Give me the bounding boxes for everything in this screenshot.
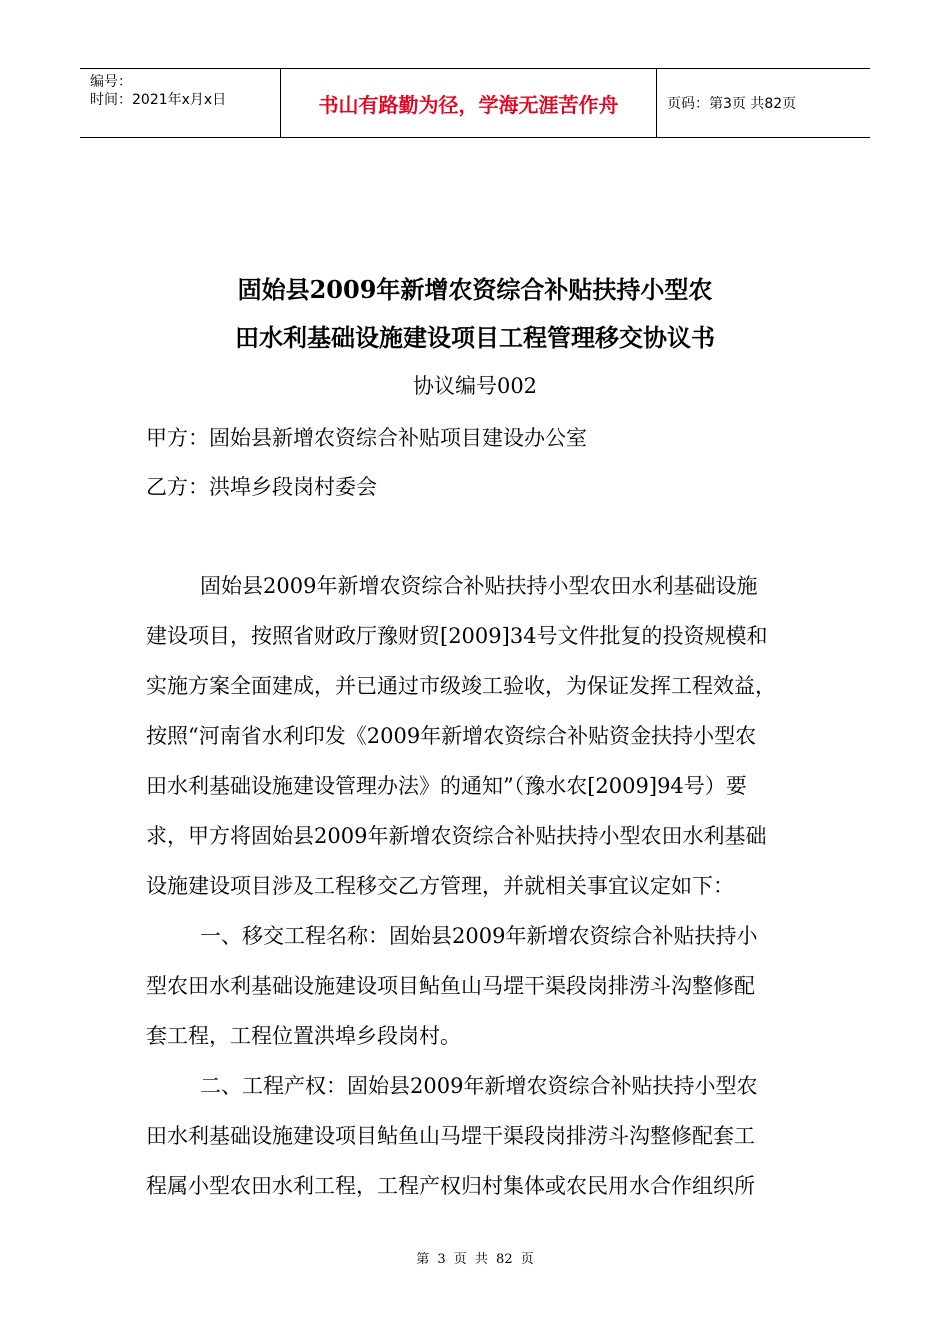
body-line: 田水利基础设施建设管理办法》的通知”（豫水农[2009]94号）要 <box>146 774 747 798</box>
body-line: 套工程，工程位置洪埠乡段岗村。 <box>146 1024 461 1048</box>
document-title-line-1: 固始县2009年新增农资综合补贴扶持小型农 <box>237 275 713 304</box>
body-line: 设施建设项目涉及工程移交乙方管理，并就相关事宜议定如下： <box>146 874 734 898</box>
body-line: 建设项目，按照省财政厅豫财贸[2009]34号文件批复的投资规模和 <box>146 624 768 648</box>
number-label: 编号： <box>90 74 132 90</box>
header-meta <box>80 69 281 137</box>
body-line: 型农田水利基础设施建设项目鲇鱼山马堽干渠段岗排涝斗沟整修配 <box>146 974 755 998</box>
body-line: 一、移交工程名称：固始县2009年新增农资综合补贴扶持小 <box>200 924 758 948</box>
party-a: 甲方：固始县新增农资综合补贴项目建设办公室 <box>146 426 587 450</box>
body-line: 按照“河南省水利印发《2009年新增农资综合补贴资金扶持小型农 <box>146 724 757 748</box>
body-line: 固始县2009年新增农资综合补贴扶持小型农田水利基础设施 <box>200 574 758 598</box>
header-motto: 书山有路勤为径，学海无涯苦作舟 <box>281 69 657 137</box>
agreement-number: 协议编号002 <box>412 374 538 398</box>
header-page-info: 页码：第3页 共82页 <box>667 96 797 112</box>
page-footer: 第 3 页 共 82 页 <box>416 1252 534 1267</box>
time-label: 时间：2021年x月x日 <box>90 92 227 108</box>
body-line: 二、工程产权：固始县2009年新增农资综合补贴扶持小型农 <box>200 1074 758 1098</box>
body-line: 程属小型农田水利工程，工程产权归村集体或农民用水合作组织所 <box>146 1174 755 1198</box>
page-header <box>80 68 870 138</box>
body-line: 实施方案全面建成，并已通过市级竣工验收，为保证发挥工程效益， <box>146 674 776 698</box>
body-line: 田水利基础设施建设项目鲇鱼山马堽干渠段岗排涝斗沟整修配套工 <box>146 1124 755 1148</box>
party-b: 乙方：洪埠乡段岗村委会 <box>146 475 377 499</box>
body-line: 求，甲方将固始县2009年新增农资综合补贴扶持小型农田水利基础 <box>146 824 767 848</box>
document-title-line-2: 田水利基础设施建设项目工程管理移交协议书 <box>235 323 715 352</box>
